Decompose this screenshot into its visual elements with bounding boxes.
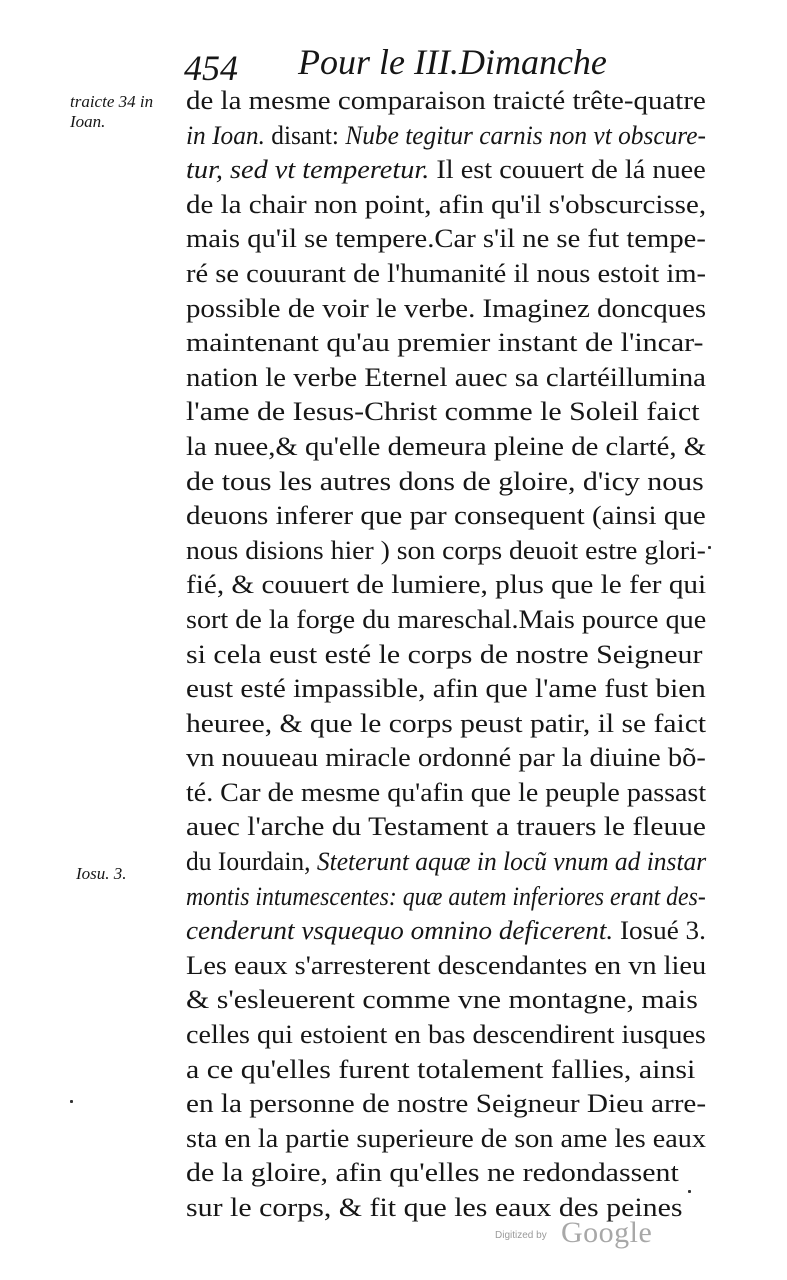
text-segment: a ce qu'elles furent totalement fallies, ainsi bbox=[186, 1054, 696, 1084]
text-segment: cenderunt vsquequo omnino deficerent. bbox=[186, 916, 614, 946]
text-line bbox=[186, 257, 716, 292]
text-segment: té. Car de mesme qu'afin que le peuple passast bbox=[186, 777, 707, 807]
text-segment: in Ioan. bbox=[186, 120, 265, 150]
text-line bbox=[186, 568, 716, 603]
margin-note-1-line-1: traicte 34 in bbox=[70, 92, 154, 111]
text-line bbox=[186, 534, 716, 569]
text-segment: eust esté impassible, afin que l'ame fust bien bbox=[186, 674, 706, 704]
text-line bbox=[186, 810, 716, 845]
google-logo: Google bbox=[561, 1216, 653, 1249]
text-line bbox=[186, 465, 716, 500]
text-segment: l'ame de Iesus-Christ comme le Soleil faict bbox=[186, 397, 700, 427]
google-watermark bbox=[495, 1216, 665, 1256]
text-segment: de la gloire, afin qu'elles ne redondassent bbox=[186, 1158, 679, 1188]
ink-speck bbox=[688, 1190, 691, 1193]
text-line bbox=[186, 603, 716, 638]
text-segment: maintenant qu'au premier instant de l'incar- bbox=[186, 328, 704, 358]
text-segment: nous disions hier ) son corps deuoit estre glori- bbox=[186, 535, 706, 565]
text-segment: vn nouueau miracle ordonné par la diuine bõ- bbox=[186, 743, 706, 773]
page-number: 454 bbox=[184, 48, 238, 88]
text-segment: en la personne de nostre Seigneur Dieu arre- bbox=[186, 1089, 707, 1119]
text-line bbox=[186, 672, 716, 707]
text-segment: de la mesme comparaison traicté trête-quatre bbox=[186, 86, 706, 115]
text-line bbox=[186, 707, 716, 742]
text-segment: disant: bbox=[264, 120, 346, 150]
text-line bbox=[186, 880, 716, 915]
text-line bbox=[186, 395, 716, 430]
text-line bbox=[186, 222, 716, 257]
text-segment: sort de la forge du mareschal.Mais pource que bbox=[186, 604, 707, 634]
ink-speck bbox=[708, 546, 711, 549]
text-line bbox=[186, 914, 716, 949]
text-line bbox=[186, 638, 716, 673]
text-segment: auec l'arche du Testament a trauers le fleuue bbox=[186, 812, 706, 842]
text-line bbox=[186, 1156, 716, 1191]
text-segment: Il est couuert de lá nuee bbox=[429, 155, 706, 185]
text-line bbox=[186, 188, 716, 223]
text-segment: du Iourdain, bbox=[186, 847, 317, 877]
text-segment: nation le verbe Eternel auec sa clartéillumina bbox=[186, 362, 706, 392]
text-segment: la nuee,& qu'elle demeura pleine de clarté, & bbox=[186, 431, 707, 461]
body-text bbox=[186, 84, 716, 1226]
text-segment: deuons inferer que par consequent (ainsi que bbox=[186, 501, 706, 531]
text-segment: celles qui estoient en bas descendirent iusques bbox=[186, 1020, 706, 1050]
text-segment: tur, sed vt temperetur. bbox=[186, 155, 430, 185]
text-segment: Iosué 3. bbox=[613, 916, 706, 946]
text-segment: ré se couurant de l'humanité il nous estoit im- bbox=[186, 258, 707, 288]
text-line bbox=[186, 84, 716, 119]
text-line bbox=[186, 499, 716, 534]
text-segment: Steterunt aquæ in locũ vnum ad instar bbox=[316, 847, 707, 877]
text-segment: & s'esleuerent comme vne montagne, mais bbox=[186, 985, 698, 1015]
text-line bbox=[186, 949, 716, 984]
text-segment: de tous les autres dons de gloire, d'icy nous bbox=[186, 466, 704, 496]
text-segment: possible de voir le verbe. Imaginez doncques bbox=[186, 293, 707, 323]
text-line bbox=[186, 1087, 716, 1122]
text-line bbox=[186, 1018, 716, 1053]
text-segment: de la chair non point, afin qu'il s'obscurcisse, bbox=[186, 189, 707, 219]
margin-note-2-line-1: Iosu. 3. bbox=[76, 864, 127, 883]
text-line bbox=[186, 326, 716, 361]
text-line bbox=[186, 430, 716, 465]
running-title: Pour le III.Dimanche bbox=[298, 42, 607, 82]
text-segment: heuree, & que le corps peust patir, il se faict bbox=[186, 708, 707, 738]
text-segment: Nube tegitur carnis non vt obscure- bbox=[345, 120, 706, 150]
margin-note-1 bbox=[70, 92, 153, 132]
text-segment: si cela eust esté le corps de nostre Seigneur bbox=[186, 639, 703, 669]
text-line bbox=[186, 119, 716, 154]
text-line bbox=[186, 292, 716, 327]
ink-speck bbox=[70, 1100, 73, 1103]
text-segment: sta en la partie superieure de son ame les eaux bbox=[186, 1123, 706, 1153]
margin-note-1-line-2: Ioan. bbox=[70, 112, 106, 131]
text-line bbox=[186, 741, 716, 776]
text-line bbox=[186, 361, 716, 396]
text-segment: Les eaux s'arresterent descendantes en vn lieu bbox=[186, 950, 707, 980]
page-header bbox=[180, 40, 620, 90]
text-segment: sur le corps, & fit que les eaux des peines bbox=[186, 1193, 683, 1222]
text-segment: montis intumescentes: quæ autem inferiores erant des- bbox=[186, 881, 706, 911]
text-line bbox=[186, 845, 716, 880]
text-line bbox=[186, 1122, 716, 1157]
text-segment: fié, & couuert de lumiere, plus que le fer qui bbox=[186, 570, 707, 600]
margin-note-2 bbox=[76, 864, 127, 884]
digitized-by-text: Digitized by bbox=[495, 1230, 547, 1241]
text-line bbox=[186, 153, 716, 188]
text-line bbox=[186, 1053, 716, 1088]
text-segment: mais qu'il se tempere.Car s'il ne se fut tempe- bbox=[186, 224, 706, 254]
text-line bbox=[186, 983, 716, 1018]
text-line bbox=[186, 776, 716, 811]
